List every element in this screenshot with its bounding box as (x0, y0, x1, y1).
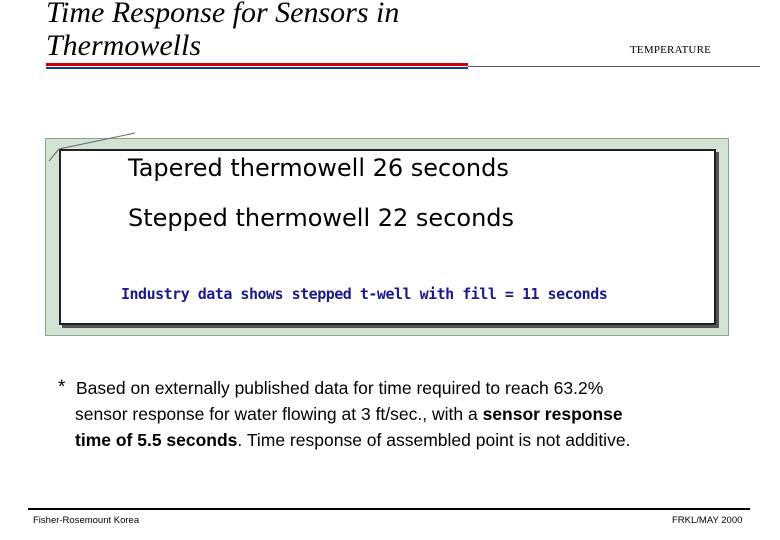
footer-divider (28, 508, 750, 510)
section-tag: TEMPERATURE (630, 44, 712, 56)
footnote-line-2-bold: sensor response (482, 404, 623, 424)
footer-date: FRKL/MAY 2000 (672, 515, 743, 526)
footnote-line-2 (75, 401, 623, 427)
tapered-thermowell-result: Tapered thermowell 26 seconds (128, 154, 509, 182)
slide-title: Time Response for Sensors in Thermowells (46, 0, 400, 62)
industry-data-note: Industry data shows stepped t-well with fill = 11 seconds (121, 285, 608, 303)
title-underline-blue (46, 67, 468, 69)
title-underline-red (46, 63, 468, 66)
footer-company: Fisher-Rosemount Korea (33, 515, 140, 526)
stepped-thermowell-result: Stepped thermowell 22 seconds (128, 204, 515, 232)
footnote-asterisk: * (58, 377, 66, 398)
footnote-line-3 (75, 427, 630, 453)
footnote-line-3-bold: time of 5.5 seconds (75, 430, 238, 450)
footnote-line-3-text: . Time response of assembled point is not additive. (237, 430, 631, 450)
footnote-line-1: Based on externally published data for time required to reach 63.2% (76, 378, 604, 398)
footnote-line-2-text: sensor response for water flowing at 3 ft/sec., with a (75, 404, 483, 424)
header-divider (468, 66, 760, 67)
